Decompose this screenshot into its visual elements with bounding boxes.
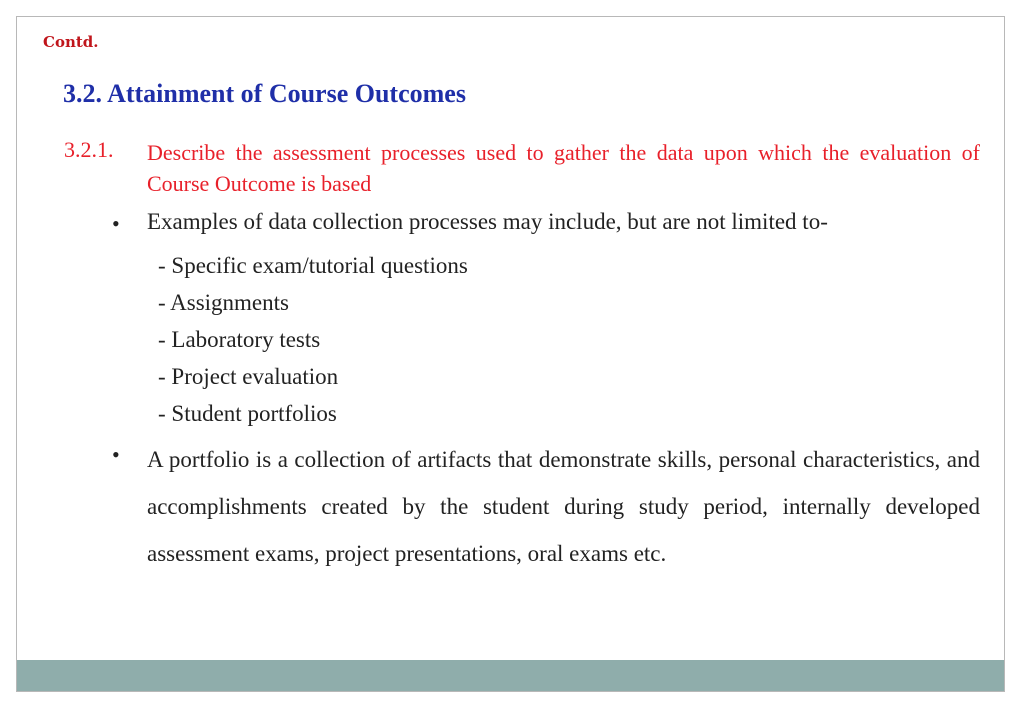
list-item: - Student portfolios [158,401,337,426]
bullet-examples-text: Examples of data collection processes may include, but are not limited to- [147,209,828,234]
contd-label: Contd. [43,33,99,51]
list-item: - Assignments [158,290,289,315]
list-item: - Specific exam/tutorial questions [158,253,468,278]
section-title: 3.2. Attainment of Course Outcomes [63,79,466,108]
portfolio-paragraph: A portfolio is a collection of artifacts that demonstrate skills, personal characteristics, and accomplishments created by the student during study period, internally developed assessment exams, project presentations, oral exams etc. [147,447,980,566]
bullet-icon: • [112,211,120,236]
data-collection-list [158,247,468,432]
bullet-icon: • [112,442,120,467]
list-item: - Laboratory tests [158,327,321,352]
list-item: - Project evaluation [158,364,339,389]
subsection-number: 3.2.1. [64,137,114,162]
footer-bar [17,660,1004,691]
subsection-text: Describe the assessment processes used to gather the data upon which the evaluation of Course Outcome is based [147,140,980,196]
